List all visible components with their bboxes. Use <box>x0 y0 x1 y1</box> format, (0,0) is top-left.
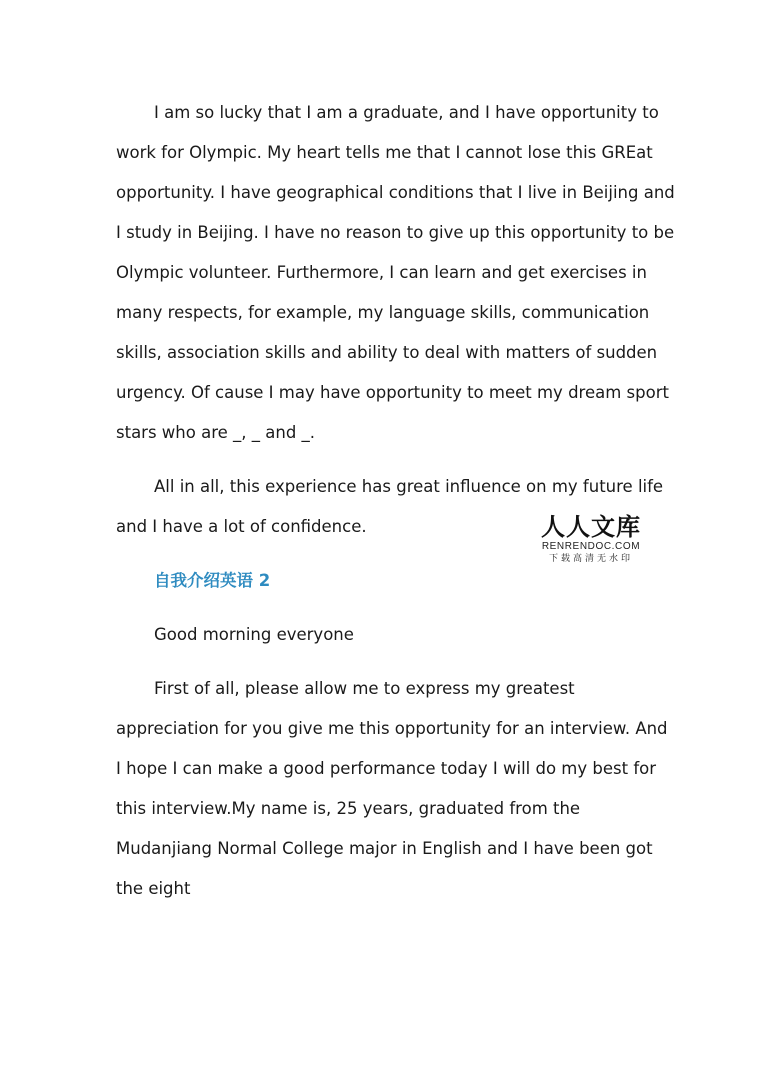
text-line: Mudanjiang Normal College major in English and I have been got <box>116 839 653 858</box>
paragraph-olympic <box>116 93 675 453</box>
watermark-site: RENRENDOC.COM <box>541 541 641 552</box>
watermark-title: 人人文库 <box>541 512 641 541</box>
text-line: Good morning everyone <box>154 625 354 644</box>
paragraph-introduction <box>116 669 668 909</box>
paragraph-greeting <box>116 615 646 655</box>
text-line: I am so lucky that I am a graduate, and I have opportunity to <box>154 103 659 122</box>
paragraph-gap <box>116 655 646 669</box>
paragraph-gap <box>116 601 646 615</box>
text-line: stars who are _, _ and _. <box>116 423 316 442</box>
text-line: All in all, this experience has great influence on my future life <box>154 477 664 496</box>
document-page <box>116 93 675 909</box>
text-line: work for Olympic. My heart tells me that I cannot lose this GREat <box>116 143 653 162</box>
paragraph-gap <box>116 453 646 467</box>
watermark-subtitle: 下载高清无水印 <box>548 554 633 564</box>
text-line: the eight <box>116 879 191 898</box>
text-line: I hope I can make a good performance today I will do my best for <box>116 759 657 778</box>
text-line: many respects, for example, my language skills, communication <box>116 303 650 322</box>
text-line: appreciation for you give me this opportunity for an interview. And <box>116 719 668 738</box>
text-line: urgency. Of cause I may have opportunity to meet my dream sport <box>116 383 669 402</box>
section-heading: 自我介绍英语 2 <box>154 571 271 590</box>
text-line: skills, association skills and ability to deal with matters of sudden <box>116 343 658 362</box>
text-line: and I have a lot of confidence. <box>116 517 367 536</box>
text-line: First of all, please allow me to express my greatest <box>154 679 575 698</box>
text-line: opportunity. I have geographical conditions that I live in Beijing and <box>116 183 675 202</box>
text-line: this interview.My name is, 25 years, graduated from the <box>116 799 581 818</box>
text-line: I study in Beijing. I have no reason to give up this opportunity to be <box>116 223 675 242</box>
text-line: Olympic volunteer. Furthermore, I can learn and get exercises in <box>116 263 647 282</box>
watermark-logo <box>536 514 646 565</box>
